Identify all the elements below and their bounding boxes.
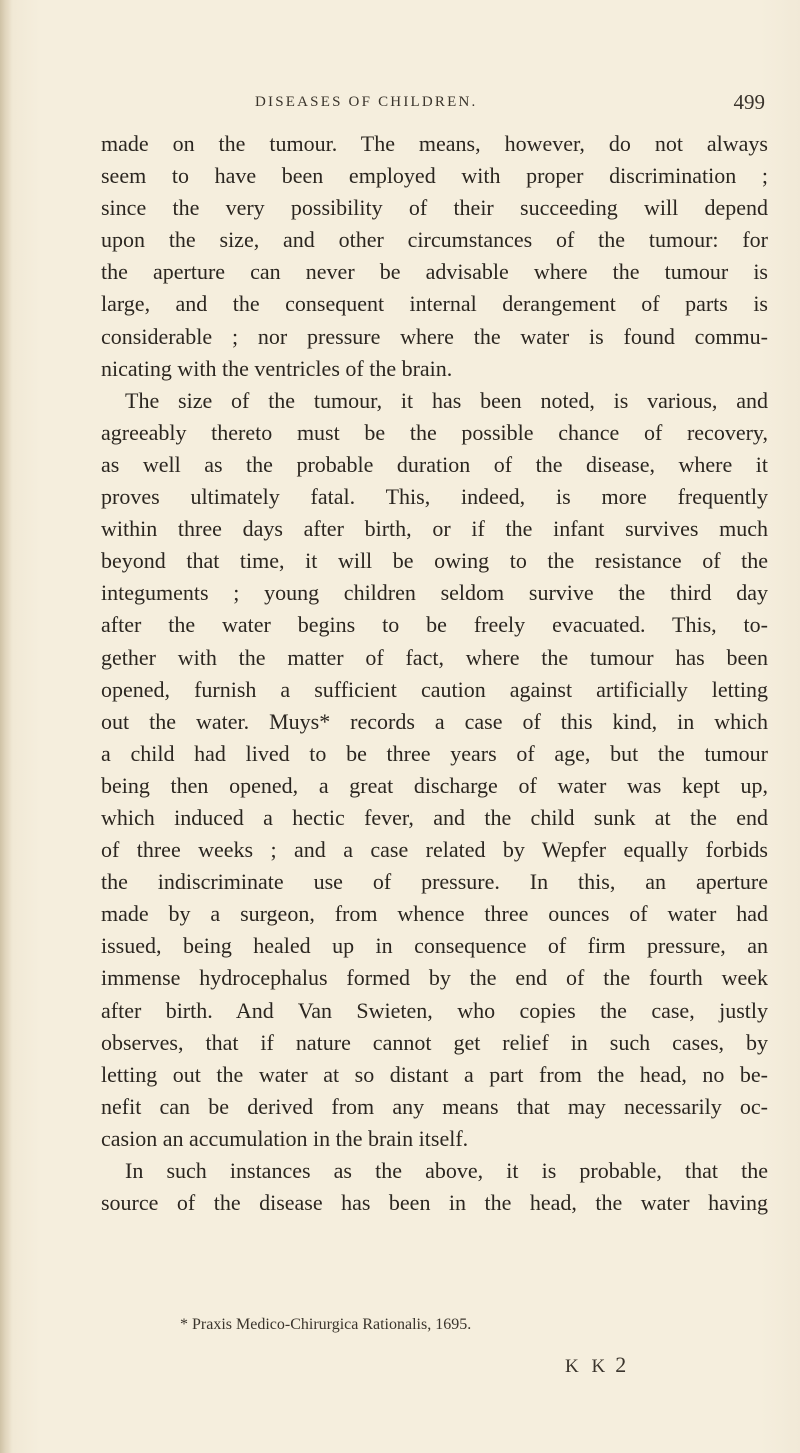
signature-number: 2 [615,1352,627,1377]
body-text [101,128,768,1219]
text-line: made by a surgeon, from whence three ounces of water had [101,901,768,927]
text-line: nefit can be derived from any means that may necessarily oc- [101,1093,768,1119]
text-line: which induced a hectic fever, and the child sunk at the end [101,804,768,830]
text-line: integuments ; young children seldom survive the third day [101,580,768,606]
text-line: as well as the probable duration of the disease, where it [101,451,768,477]
signature-letters: K K [565,1356,610,1377]
signature-mark [565,1352,626,1378]
footnote: * Praxis Medico-Chirurgica Rationalis, 1695. [180,1316,472,1333]
text-line: beyond that time, it will be owing to the resistance of the [101,548,768,574]
text-line: made on the tumour. The means, however, do not always [101,131,768,156]
text-line: large, and the consequent internal derangement of parts is [101,291,768,317]
text-line: being then opened, a great discharge of water was kept up, [101,772,768,798]
text-line: considerable ; nor pressure where the water is found commu- [101,323,768,349]
text-line: casion an accumulation in the brain itself. [101,1125,469,1151]
running-head: DISEASES OF CHILDREN. [255,94,478,110]
text-line: opened, furnish a sufficient caution against artificially letting [101,676,768,702]
text-line: after the water begins to be freely evacuated. This, to- [101,612,768,638]
text-line: In such instances as the above, it is probable, that the [125,1158,768,1183]
text-line: letting out the water at so distant a part from the head, no be- [101,1061,768,1087]
text-line: the aperture can never be advisable where the tumour is [101,259,768,285]
text-line: after birth. And Van Swieten, who copies the case, justly [101,997,768,1023]
page-number: 499 [733,90,765,114]
text-line: The size of the tumour, it has been noted, is various, and [125,387,768,413]
text-line: immense hydrocephalus formed by the end of the fourth week [101,965,768,991]
text-line: source of the disease has been in the head, the water having [101,1190,768,1216]
text-line: nicating with the ventricles of the brain. [101,355,453,381]
text-line: the indiscriminate use of pressure. In this, an aperture [101,869,768,895]
text-line: a child had lived to be three years of age, but the tumour [101,740,768,766]
text-line: agreeably thereto must be the possible chance of recovery, [101,419,768,445]
text-line: within three days after birth, or if the infant survives much [101,516,768,542]
text-line: since the very possibility of their succeeding will depend [101,195,768,221]
text-line: proves ultimately fatal. This, indeed, is more frequently [101,484,768,510]
text-line: gether with the matter of fact, where the tumour has been [101,644,768,670]
text-line: observes, that if nature cannot get relief in such cases, by [101,1029,768,1055]
text-line: seem to have been employed with proper discrimination ; [101,163,768,189]
page-gutter [0,0,12,1453]
text-line: upon the size, and other circumstances of the tumour: for [101,227,768,253]
page-header [100,90,765,120]
text-line: issued, being healed up in consequence of firm pressure, an [101,933,768,959]
text-line: out the water. Muys* records a case of this kind, in which [101,708,768,734]
text-line: of three weeks ; and a case related by Wepfer equally forbids [101,837,768,863]
